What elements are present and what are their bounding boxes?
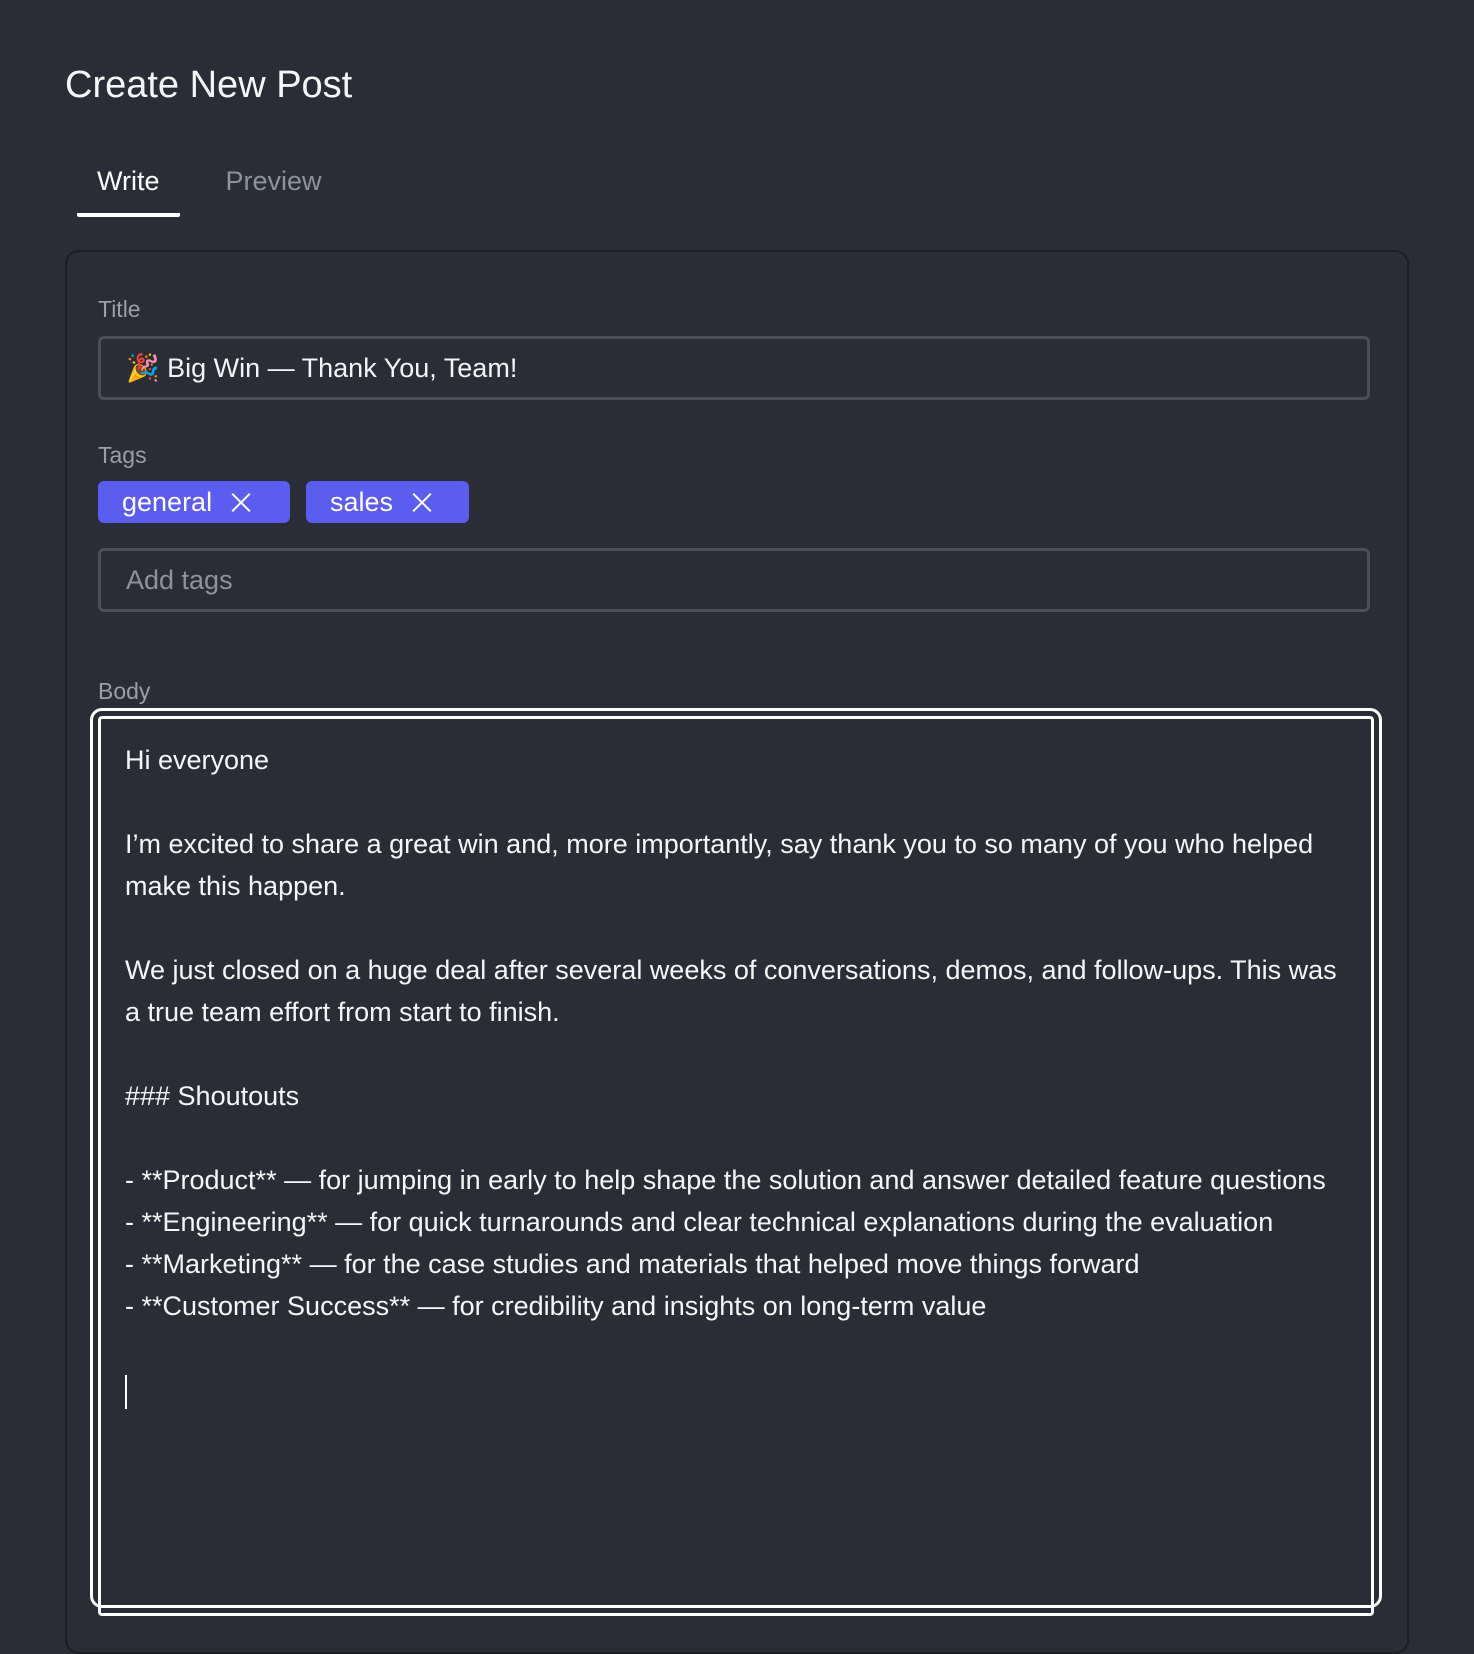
tag-sales: [306, 481, 469, 523]
tab-preview[interactable]: Preview: [225, 166, 322, 196]
title-label: Title: [98, 296, 141, 322]
text-caret: [125, 1375, 127, 1409]
add-tags-input[interactable]: [98, 548, 1370, 612]
page-title: Create New Post: [65, 64, 353, 106]
tag-label: general: [122, 486, 213, 517]
title-input-value: 🎉 Big Win — Thank You, Team!: [126, 353, 518, 383]
tags-label: Tags: [98, 442, 147, 468]
tab-write[interactable]: Write: [77, 164, 180, 217]
tag-general: [98, 481, 290, 523]
tag-label: sales: [330, 486, 394, 517]
title-input[interactable]: [98, 336, 1370, 400]
body-label: Body: [98, 678, 151, 704]
close-icon[interactable]: [230, 491, 252, 513]
body-textarea[interactable]: [98, 716, 1374, 1616]
add-tags-placeholder: Add tags: [126, 564, 233, 595]
body-text: Hi everyone I’m excited to share a great win and, more importantly, say thank you to so many of you who helped make this happen. We just closed on a huge deal after several weeks of conversations, demos, and follow-ups. This was a true team effort from start to finish. ### Shoutouts - **Product** — for jumping in early to help shape the solution and answer detailed feature questions - **Engineering** — for quick turnarounds and clear technical explanations during the evaluation - **Marketing** — for the case studies and materials that helped move things forward - **Customer Success** — for credibility and insights on long-term value: [125, 745, 1337, 1321]
close-icon[interactable]: [411, 491, 433, 513]
editor-tabs: [77, 164, 342, 217]
